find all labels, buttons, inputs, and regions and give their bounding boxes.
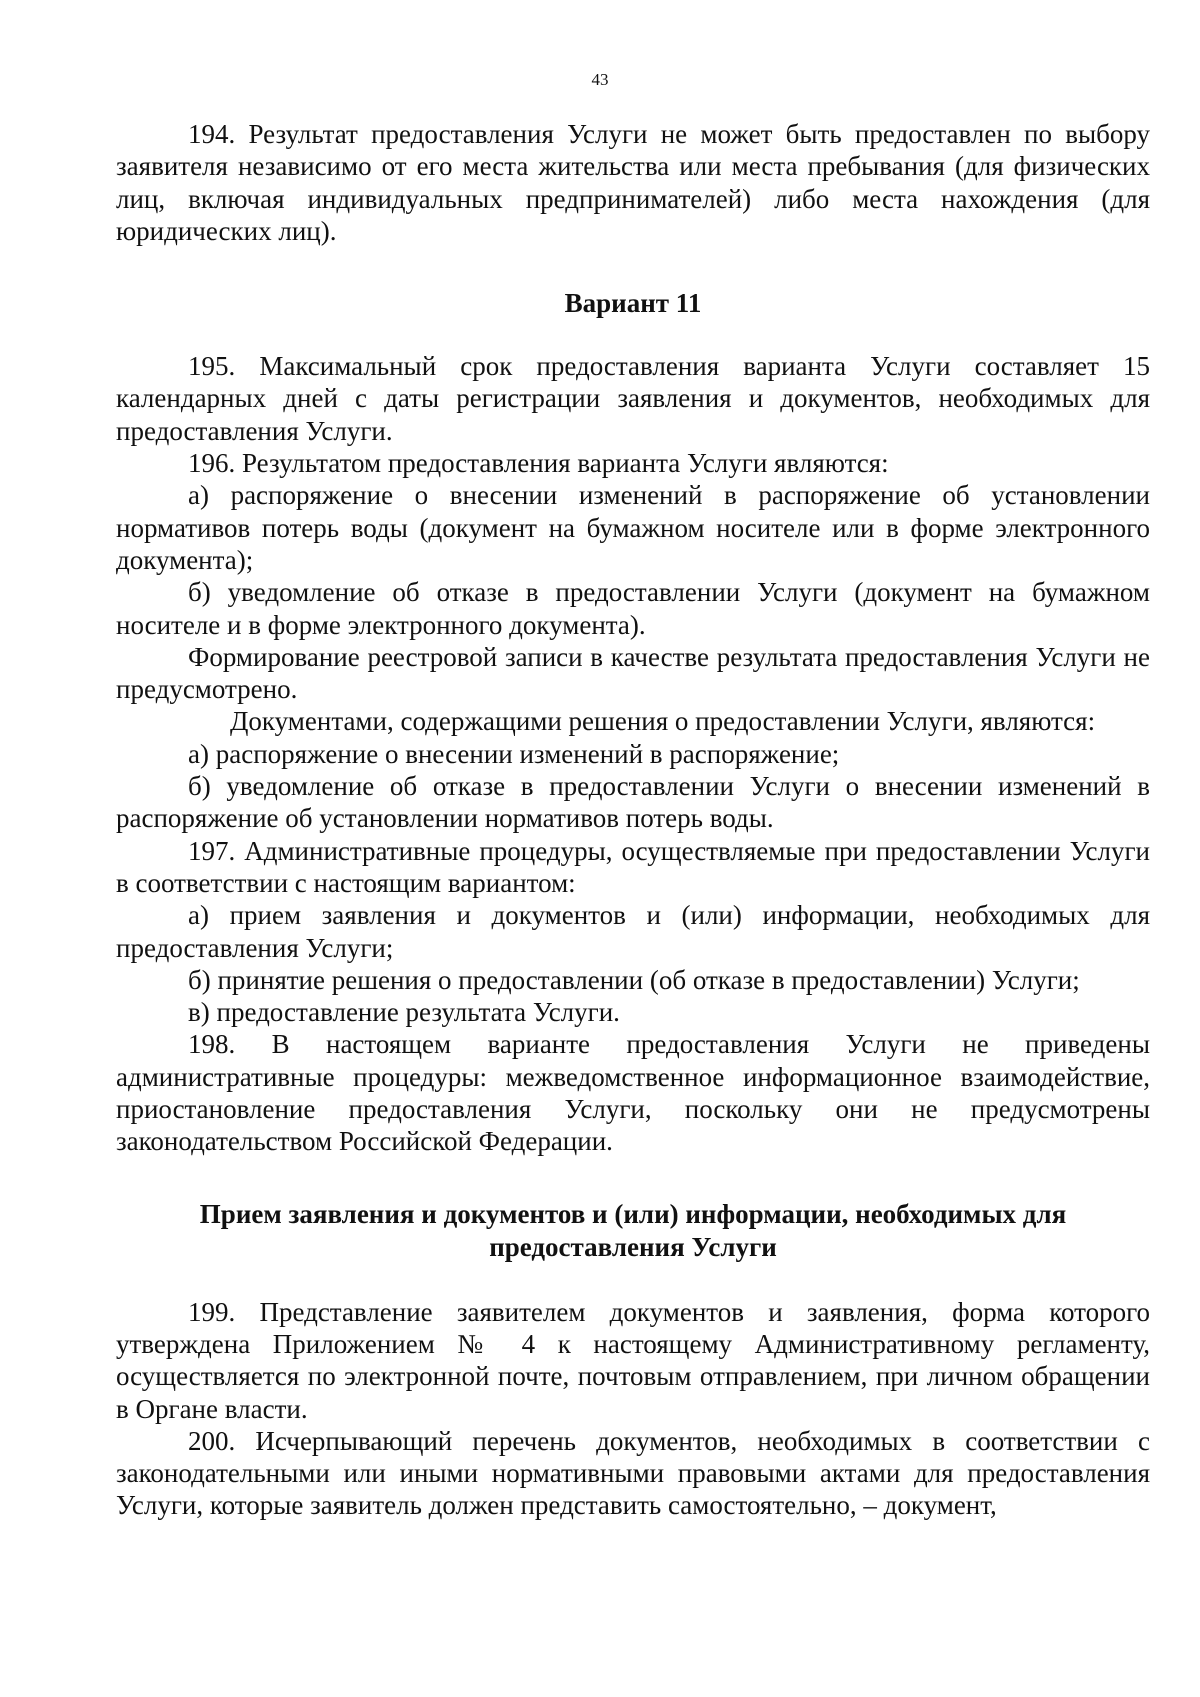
paragraph-197: 197. Административные процедуры, осуществляемые при предоставлении Услуги в соответствии с настоящим вариантом:	[116, 835, 1150, 898]
list-item-196-b: б) уведомление об отказе в предоставлении Услуги (документ на бумажном носителе и в форме электронного документа).	[116, 577, 1150, 640]
document-body	[116, 118, 1150, 1522]
paragraph-196: 196. Результатом предоставления варианта Услуги являются:	[188, 448, 889, 479]
page-number: 43	[591, 70, 609, 89]
paragraph-198: 198. В настоящем варианте предоставления Услуги не приведены административные процедуры: межведомственное информационное взаимодействие, приостановление предоставления Услуги, поскольку они не предусмотрены законодательством Российской Федерации.	[116, 1029, 1150, 1157]
paragraph-decision-documents: Документами, содержащими решения о предоставлении Услуги, являются:	[230, 706, 1096, 737]
paragraph-194: 194. Результат предоставления Услуги не может быть предоставлен по выбору заявителя независимо от его места жительства или места пребывания (для физических лиц, включая индивидуальных предпринимателей) либо места нахождения (для юридических лиц).	[116, 119, 1150, 246]
heading-application-intake: Прием заявления и документов и (или) информации, необходимых для предоставления Услуги	[199, 1198, 1067, 1262]
list-item-decision-b: б) уведомление об отказе в предоставлении Услуги о внесении изменений в распоряжение об установлении нормативов потерь воды.	[116, 771, 1150, 834]
paragraph-195: 195. Максимальный срок предоставления варианта Услуги составляет 15 календарных дней с даты регистрации заявления и документов, необходимых для предоставления Услуги.	[116, 351, 1150, 446]
list-item-decision-a: а) распоряжение о внесении изменений в распоряжение;	[188, 738, 840, 769]
list-item-197-a: а) прием заявления и документов и (или) информации, необходимых для предоставления Услуги;	[116, 900, 1150, 963]
list-item-197-v: в) предоставление результата Услуги.	[188, 997, 620, 1028]
paragraph-199: 199. Представление заявителем документов и заявления, форма которого утверждена Приложением № 4 к настоящему Административному регламенту, осуществляется по электронной почте, почтовым отправлением, при личном обращении в Органе власти.	[116, 1296, 1150, 1424]
paragraph-200: 200. Исчерпывающий перечень документов, необходимых в соответствии с законодательными или иными нормативными правовыми актами для предоставления Услуги, которые заявитель должен представить самостоятельно, – документ,	[116, 1425, 1150, 1521]
list-item-196-a: а) распоряжение о внесении изменений в распоряжение об установлении нормативов потерь воды (документ на бумажном носителе или в форме электронного документа);	[116, 480, 1150, 575]
heading-variant-11: Вариант 11	[564, 288, 702, 319]
list-item-197-b: б) принятие решения о предоставлении (об отказе в предоставлении) Услуги;	[188, 964, 1080, 995]
paragraph-registry-record: Формирование реестровой записи в качестве результата предоставления Услуги не предусмотрено.	[116, 641, 1150, 705]
